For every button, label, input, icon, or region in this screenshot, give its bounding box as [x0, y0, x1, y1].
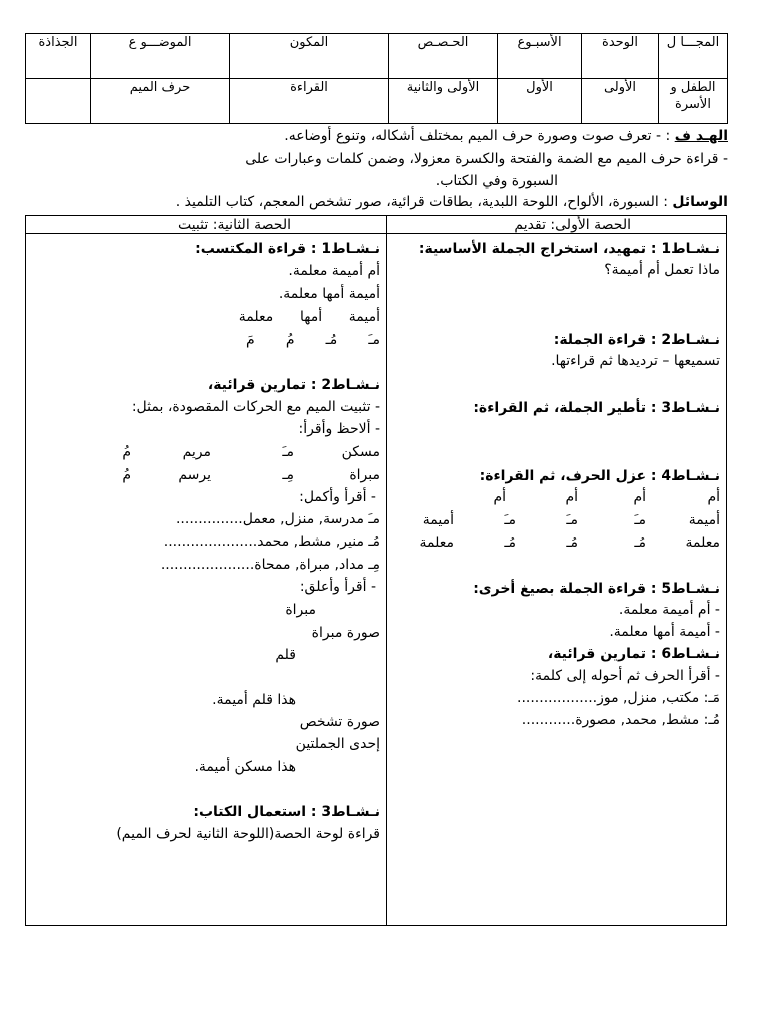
s2-a3-text: قراءة لوحة الحصة(اللوحة الثانية لحرف الميم)	[116, 826, 380, 842]
s1-a4-row-2-c1: أميمة	[688, 512, 720, 528]
s1-a6-line-1: - أقرأ الحرف ثم أحوله إلى كلمة:	[530, 668, 720, 684]
header-label-sheet: الجذاذة	[26, 34, 91, 79]
s2-stick-sentence-2: هذا مسكن أميمة.	[194, 759, 296, 775]
tools-line	[176, 193, 728, 211]
s1-a4-row-3-c1: معلمة	[685, 535, 720, 551]
lesson-header-table	[25, 33, 728, 124]
header-label-topic: الموضـــو ع	[91, 34, 230, 79]
s2-complete-line-3: مِـ مداد, مبراة, ممحاة.....................	[160, 557, 380, 573]
s2-a1-line-2: أميمة أمها معلمة.	[278, 286, 380, 302]
header-value-sessions: الأولى والثانية	[389, 79, 498, 124]
s1-a4-row-1-c1: أم	[707, 489, 720, 505]
s2-a2-grid-1-c1: مسكن	[341, 444, 380, 460]
header-value-week: الأول	[498, 79, 582, 124]
goal-line-3: السبورة وفي الكتاب.	[435, 173, 558, 189]
header-value-component: القراءة	[230, 79, 389, 124]
s2-a2-grid-2-c2: مِـ	[282, 467, 294, 483]
s2-stick-image-1: صورة مبراة	[311, 625, 380, 641]
header-value-sheet	[26, 79, 91, 124]
s1-activity-2-text: تسميعها – ترديدها ثم قراءتها.	[551, 353, 720, 369]
s2-stick-sentence-1: هذا قلم أميمة.	[212, 692, 296, 708]
s2-a1-line-4: مـَ مُـ مُ مَ	[246, 332, 380, 348]
s2-a2-grid-2-c1: مبراة	[349, 467, 380, 483]
s1-activity-5-title: نـشـاط5 : قراءة الجملة بصيغ أخرى:	[473, 581, 720, 597]
s1-a6-line-2: مَـ: مكتب, منزل, موز..................	[517, 690, 720, 706]
s2-stick-word-1: مبراة	[285, 602, 316, 618]
s2-a2-line-2: - ألاحظ وأقرأ:	[298, 421, 380, 437]
s1-a4-row-1-c4: أم	[493, 489, 506, 505]
header-label-component: المكون	[230, 34, 389, 79]
s2-a2-line-1: - تثبيت الميم مع الحركات المقصودة، بمثل:	[131, 399, 380, 415]
header-label-week: الأسبـوع	[498, 34, 582, 79]
session-2-title: الحصة الثانية: تثبيت	[177, 217, 291, 233]
s1-activity-3-title: نـشـاط3 : تأطير الجملة، ثم القراءة:	[473, 400, 720, 416]
s2-stick-choice: إحدى الجملتين	[295, 736, 380, 752]
s2-activity-3-title: نـشـاط3 : استعمال الكتاب:	[193, 804, 380, 820]
header-value-unit: الأولى	[582, 79, 659, 124]
s1-a5-line-1: - أم أميمة معلمة.	[618, 602, 720, 618]
s1-a4-row-2-c5: أميمة	[422, 512, 454, 528]
s2-a2-grid-2-c3: يرسم	[178, 467, 211, 483]
lesson-grid	[25, 215, 727, 926]
s2-a2-grid-1-c2: مـَ	[282, 444, 294, 460]
s1-a5-line-2: - أميمة أمها معلمة.	[609, 624, 720, 640]
header-label-sessions: الحـصـص	[389, 34, 498, 79]
s2-a1-line-1: أم أميمة معلمة.	[288, 263, 380, 279]
s2-stick-word-2: قلم	[275, 647, 296, 663]
s1-a6-line-3: مُـ: مشط, محمد, مصورة............	[521, 712, 720, 728]
s2-complete-title: - أقرأ وأكمل:	[299, 489, 376, 505]
goal-label: الهـد ف	[674, 128, 728, 144]
session-1-title: الحصة الأولى: تقديم	[514, 217, 631, 233]
s2-a1-line-3: أميمة أمها معلمة	[238, 309, 380, 325]
s1-a4-row-2-c3: مـَ	[566, 512, 578, 528]
s1-a4-row-3-c2: مُـ	[634, 535, 646, 551]
tools-text: : السبورة، الألواح، اللوحة اللبدية، بطاقات قرائية، صور تشخص المعجم، كتاب التلميذ .	[175, 194, 668, 210]
goal-line-1	[284, 127, 728, 145]
s2-stick-image-2: صورة تشخص	[299, 714, 380, 730]
header-value-topic: حرف الميم	[91, 79, 230, 124]
s2-a2-grid-2-c4: مُ	[122, 467, 131, 483]
s2-a2-grid-1-c3: مريم	[182, 444, 211, 460]
s1-activity-6-title: نـشـاط6 : تمارين قرائية،	[547, 646, 720, 662]
goal-text-1: : - تعرف صوت وصورة حرف الميم بمختلف أشكاله، وتنوع أوضاعه.	[284, 128, 671, 144]
s2-activity-1-title: نـشـاط1 : قراءة المكتسب:	[195, 241, 380, 257]
goal-line-2: - قراءة حرف الميم مع الضمة والفتحة والكسرة معزولا، وضمن كلمات وعبارات على	[245, 151, 728, 167]
s1-a4-row-1-c3: أم	[565, 489, 578, 505]
s1-activity-1-text: ماذا تعمل أم أميمة؟	[604, 262, 720, 278]
s2-complete-line-1: مـَ مدرسة, منزل, معمل...............	[175, 511, 380, 527]
s1-a4-row-3-c4: مُـ	[504, 535, 516, 551]
header-value-domain: الطفل و الأسرة	[659, 79, 728, 124]
s1-activity-1-title: نـشـاط1 : تمهيد، استخراج الجملة الأساسية:	[418, 241, 720, 257]
header-label-unit: الوحدة	[582, 34, 659, 79]
s2-activity-2-title: نـشـاط2 : تمارين قرائية،	[207, 377, 380, 393]
s1-activity-4-title: نـشـاط4 : عزل الحرف، ثم القراءة:	[479, 468, 720, 484]
header-label-domain: المجـــا ل	[659, 34, 728, 79]
s1-a4-row-3-c5: معلمة	[419, 535, 454, 551]
s2-complete-line-2: مُـ منير, مشط, محمد.....................	[163, 534, 380, 550]
session-2-column	[26, 216, 386, 925]
s1-activity-2-title: نـشـاط2 : قراءة الجملة:	[553, 332, 720, 348]
s2-a2-grid-1-c4: مُ	[122, 444, 131, 460]
s1-a4-row-2-c4: مـَ	[504, 512, 516, 528]
s1-a4-row-3-c3: مُـ	[566, 535, 578, 551]
s1-a4-row-2-c2: مـَ	[634, 512, 646, 528]
s1-a4-row-1-c2: أم	[633, 489, 646, 505]
s2-stick-title: - أقرأ وأعلق:	[299, 579, 376, 595]
tools-label: الوسائل	[672, 194, 728, 210]
session-1-column	[387, 216, 726, 925]
